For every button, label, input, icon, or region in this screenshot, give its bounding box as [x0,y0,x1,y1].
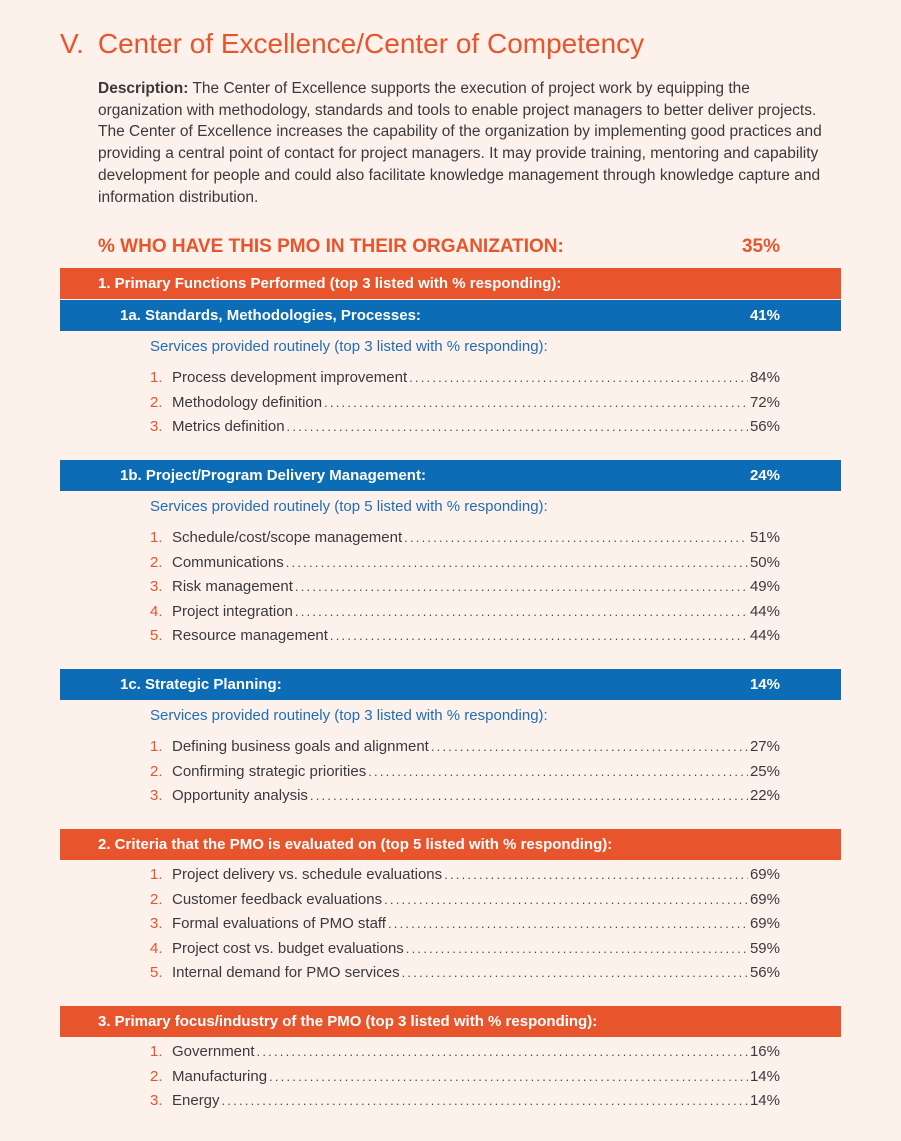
dot-leader [404,530,748,545]
section-1b-value: 24% [749,467,780,484]
section-1a-subtitle: Services provided routinely (top 3 listed with % responding): [150,338,548,355]
pmo-prevalence-label: % WHO HAVE THIS PMO IN THEIR ORGANIZATION: [98,236,564,257]
section-1a-list [150,369,780,443]
item-number: 3. [150,418,163,435]
item-text: Communications [172,553,284,571]
dot-leader [324,395,748,410]
pmo-prevalence [98,236,780,258]
dot-leader [222,1093,748,1108]
item-number: 1. [150,369,163,386]
section-2-list [150,866,780,989]
item-number: 1. [150,738,163,755]
list-item [150,1068,780,1093]
section-1c-subtitle: Services provided routinely (top 3 listed with % responding): [150,707,548,724]
list-item [150,891,780,916]
dot-leader [295,579,748,594]
dot-leader [444,867,748,882]
section-1c-label: 1c. Strategic Planning: [120,676,282,693]
section-1b-subtitle: Services provided routinely (top 5 listed with % responding): [150,498,548,515]
item-number: 2. [150,553,163,571]
item-percent: 69% [749,866,780,883]
list-item [150,603,780,628]
item-text: Government [172,1043,255,1060]
item-text: Project integration [172,602,293,620]
list-item [150,529,780,554]
description-text: The Center of Excellence supports the execution of project work by equipping the organization with methodology, standards and tools to enable project managers to better deliver projects. The Center of Excellence increases the capability of the organization by implementing good practices and providing a central point of contact for project managers. It may provide training, mentoring and capability development for people and could also facilitate knowledge management through knowledge capture and information distribution. [98,80,822,206]
item-percent: 25% [749,762,780,780]
item-percent: 56% [749,964,780,981]
pmo-prevalence-value: 35% [741,236,780,257]
item-percent: 44% [749,602,780,620]
item-text: Metrics definition [172,418,285,435]
section-1a-header [60,300,841,331]
list-item [150,787,780,812]
dot-leader [295,604,748,619]
item-text: Energy [172,1092,220,1109]
item-percent: 14% [749,1092,780,1109]
item-text: Risk management [172,578,293,595]
item-number: 3. [150,787,163,804]
section-1a-label: 1a. Standards, Methodologies, Processes: [120,307,421,324]
dot-leader [310,788,748,803]
item-number: 2. [150,393,163,411]
item-number: 5. [150,964,163,981]
dot-leader [368,764,748,779]
list-item [150,578,780,603]
item-percent: 49% [749,578,780,595]
list-item [150,940,780,965]
item-number: 5. [150,627,163,644]
description-label: Description: [98,80,189,97]
section-2-header [60,829,841,860]
item-text: Internal demand for PMO services [172,964,400,981]
dot-leader [402,965,748,980]
page-title [60,28,644,60]
list-item [150,1043,780,1068]
dot-leader [287,419,748,434]
section-1c-header [60,669,841,700]
item-percent: 56% [749,418,780,435]
item-percent: 72% [749,393,780,411]
item-percent: 16% [749,1043,780,1060]
item-text: Resource management [172,627,328,644]
item-number: 3. [150,915,163,932]
list-item [150,418,780,443]
item-number: 3. [150,1092,163,1109]
item-number: 2. [150,1067,163,1085]
list-item [150,866,780,891]
item-text: Schedule/cost/scope management [172,529,403,546]
section-1-label: 1. Primary Functions Performed (top 3 listed with % responding): [98,275,562,292]
item-number: 4. [150,602,163,620]
item-text: Customer feedback evaluations [172,890,383,908]
item-text: Project delivery vs. schedule evaluations [172,866,443,883]
item-text: Confirming strategic priorities [172,762,367,780]
item-percent: 69% [749,915,780,932]
dot-leader [406,941,748,956]
dot-leader [330,628,748,643]
list-item [150,627,780,652]
item-percent: 50% [749,553,780,571]
item-percent: 22% [749,787,780,804]
item-number: 2. [150,890,163,908]
section-3-list [150,1043,780,1117]
list-item [150,394,780,419]
item-percent: 27% [749,738,780,755]
section-3-label: 3. Primary focus/industry of the PMO (top 3 listed with % responding): [98,1013,598,1030]
section-2-label: 2. Criteria that the PMO is evaluated on (top 5 listed with % responding): [98,836,613,853]
item-text: Process development improvement [172,369,408,386]
section-1c-list [150,738,780,812]
item-percent: 14% [749,1067,780,1085]
list-item [150,554,780,579]
item-number: 1. [150,1043,163,1060]
item-number: 1. [150,529,163,546]
item-text: Formal evaluations of PMO staff [172,915,386,932]
section-1a-value: 41% [749,307,780,324]
section-3-header [60,1006,841,1037]
section-title: Center of Excellence/Center of Competency [97,28,645,59]
item-number: 4. [150,939,163,957]
item-number: 1. [150,866,163,883]
dot-leader [286,555,748,570]
item-text: Project cost vs. budget evaluations [172,939,404,957]
list-item [150,1092,780,1117]
item-text: Manufacturing [172,1067,268,1085]
dot-leader [409,370,748,385]
item-text: Defining business goals and alignment [172,738,429,755]
dot-leader [257,1044,748,1059]
dot-leader [269,1069,748,1084]
item-text: Opportunity analysis [172,787,308,804]
list-item [150,915,780,940]
list-item [150,763,780,788]
section-1b-list [150,529,780,652]
item-number: 2. [150,762,163,780]
section-number: V. [60,28,84,59]
section-1b-label: 1b. Project/Program Delivery Management: [120,467,426,484]
item-percent: 59% [749,939,780,957]
description [98,78,838,208]
dot-leader [431,739,748,754]
list-item [150,738,780,763]
list-item [150,369,780,394]
dot-leader [384,892,748,907]
section-1b-header [60,460,841,491]
section-1c-value: 14% [749,676,780,693]
item-text: Methodology definition [172,393,323,411]
item-percent: 84% [749,369,780,386]
item-percent: 44% [749,627,780,644]
dot-leader [388,916,748,931]
item-percent: 69% [749,890,780,908]
list-item [150,964,780,989]
item-number: 3. [150,578,163,595]
item-percent: 51% [749,529,780,546]
section-1-header [60,268,841,299]
